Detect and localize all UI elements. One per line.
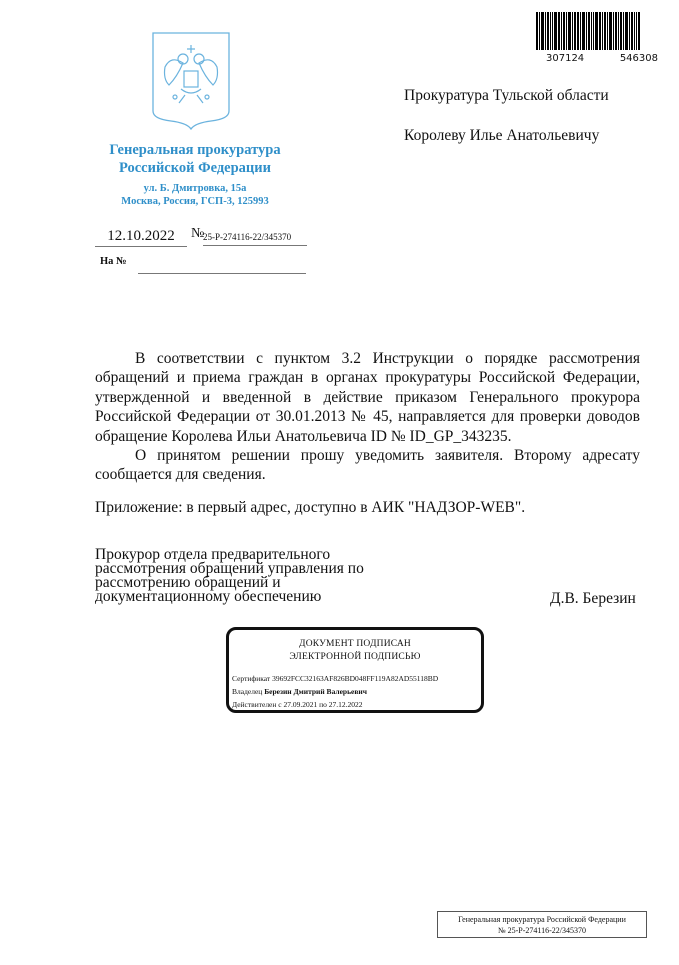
barcode-left-digits: 307124 — [546, 53, 585, 64]
footer-registration-box — [437, 911, 647, 938]
footer-org: Генеральная прокуратура Российской Федерации — [458, 915, 626, 924]
barcode-right-digits: 546308 — [619, 53, 658, 64]
electronic-signature-stamp — [226, 627, 484, 713]
recipient-1: Прокуратура Тульской области — [404, 87, 609, 104]
number-sign: № — [191, 226, 205, 241]
owner-value: Березин Дмитрий Валерьевич — [264, 687, 367, 696]
coat-of-arms-icon — [151, 31, 231, 131]
paragraph-1: В соответствии с пунктом 3.2 Инструкции о порядке рассмотрения обращений и приема граждан в органах прокуратуры Российской Федерации, утвержденной и введенной в действие приказом Генерального прокурора Российской Федерации от 30.01.2013 № 45, направляется для проверки доводов обращение Королева Ильи Анатольевича ID № ID_GP_343235. — [95, 350, 640, 445]
position-line: рассмотрения обращений управления по — [95, 560, 364, 577]
stamp-owner: Владелец Березин Дмитрий Валерьевич — [232, 687, 367, 696]
position-line: Прокурор отдела предварительного — [95, 546, 331, 563]
paragraph-2: О принятом решении прошу уведомить заявителя. Второму адресату сообщается для сведения. — [95, 447, 640, 484]
stamp-title-line1: ДОКУМЕНТ ПОДПИСАН — [299, 639, 411, 649]
position-line: документационному обеспечению — [95, 588, 322, 605]
org-name-line2: Российской Федерации — [118, 160, 271, 176]
position-line: рассмотрению обращений и — [95, 574, 281, 591]
organization-address — [90, 182, 300, 208]
signer-name: Д.В. Березин — [550, 590, 636, 607]
attachment-note: Приложение: в первый адрес, доступно в АИК "НАДЗОР-WEB". — [95, 499, 526, 516]
validity-to: 27.12.2022 — [328, 700, 363, 709]
organization-name — [90, 141, 300, 177]
stamp-title-line2: ЭЛЕКТРОННОЙ ПОДПИСЬЮ — [289, 652, 421, 662]
org-name-line1: Генеральная прокуратура — [109, 142, 281, 158]
reply-to-label: На № — [100, 256, 127, 267]
reply-to-line — [138, 273, 306, 274]
document-number: 25-Р-274116-22/345370 — [203, 232, 307, 246]
address-line2: Москва, Россия, ГСП-3, 125993 — [121, 196, 269, 207]
address-line1: ул. Б. Дмитровка, 15а — [143, 183, 247, 194]
stamp-validity: Действителен с 27.09.2021 по 27.12.2022 — [232, 700, 363, 709]
signer-position — [95, 548, 395, 604]
barcode — [536, 8, 658, 64]
barcode-bars — [536, 12, 658, 52]
certificate-value: 39692FCC32163AF826BD048FF119A82AD55118BD — [272, 674, 439, 683]
footer-number: № 25-Р-274116-22/345370 — [498, 926, 586, 935]
body-paragraph-1 — [95, 349, 640, 485]
recipient-2: Королеву Илье Анатольевичу — [404, 127, 600, 144]
document-date: 12.10.2022 — [95, 228, 187, 247]
validity-from: 27.09.2021 — [283, 700, 318, 709]
stamp-certificate: Сертификат 39692FCC32163AF826BD048FF119A82AD55118BD — [232, 674, 439, 683]
